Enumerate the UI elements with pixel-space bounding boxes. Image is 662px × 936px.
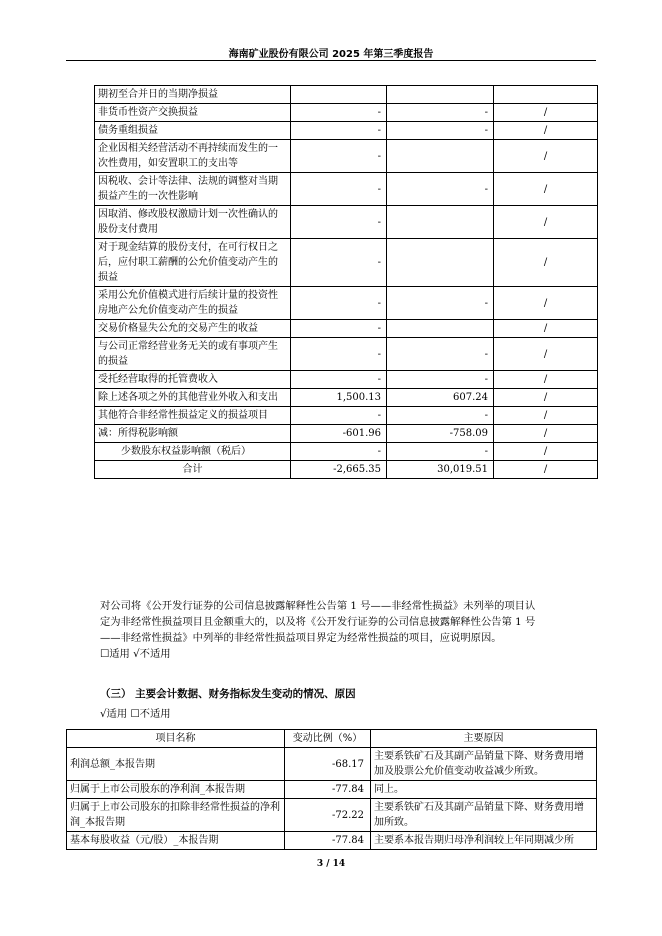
row-note: / xyxy=(494,287,598,320)
row-main-reason: 主要系本报告期归母净利润较上年同期减少所 xyxy=(371,832,597,850)
table-row xyxy=(95,338,598,371)
table-row xyxy=(67,748,597,781)
row-value-ytd xyxy=(387,86,494,104)
row-item-name: 非货币性资产交换损益 xyxy=(95,104,291,122)
row-note: / xyxy=(494,389,598,407)
table-row xyxy=(95,461,598,479)
paragraph-line: ——非经常性损益》中列举的非经常性损益项目界定为经常性损益的项目，应说明原因。 xyxy=(100,632,502,644)
table-row xyxy=(95,389,598,407)
row-item-name: 交易价格显失公允的交易产生的收益 xyxy=(95,320,291,338)
row-value-ytd xyxy=(387,320,494,338)
table-row xyxy=(95,104,598,122)
row-item-name: 合计 xyxy=(95,461,291,479)
row-note: / xyxy=(494,371,598,389)
key-indicator-changes-table xyxy=(66,729,597,850)
row-item-name: 少数股东权益影响额（税后） xyxy=(95,443,291,461)
row-value-ytd: - xyxy=(387,338,494,371)
row-item-name: 除上述各项之外的其他营业外收入和支出 xyxy=(95,389,291,407)
row-change-ratio: -72.22 xyxy=(285,799,371,832)
row-note: / xyxy=(494,104,598,122)
row-note xyxy=(494,86,598,104)
row-value-current: - xyxy=(291,239,387,287)
table-row xyxy=(95,206,598,239)
row-value-current: - xyxy=(291,122,387,140)
row-main-reason: 同上。 xyxy=(371,781,597,799)
row-note: / xyxy=(494,320,598,338)
row-value-ytd xyxy=(387,239,494,287)
row-value-ytd: - xyxy=(387,407,494,425)
page-number: 3 / 14 xyxy=(316,859,346,869)
row-note: / xyxy=(494,239,598,287)
row-item-name: 与公司正常经营业务无关的或有事项产生的损益 xyxy=(95,338,291,371)
row-value-current: - xyxy=(291,287,387,320)
row-note: / xyxy=(494,461,598,479)
table-row xyxy=(95,425,598,443)
row-item-name: 受托经营取得的托管费收入 xyxy=(95,371,291,389)
row-item-name: 基本每股收益（元/股）_本报告期 xyxy=(67,832,285,850)
row-item-name: 减：所得税影响额 xyxy=(95,425,291,443)
table-row xyxy=(67,799,597,832)
row-value-current: - xyxy=(291,173,387,206)
row-note: / xyxy=(494,140,598,173)
paragraph-line: 定为非经常性损益项目且金额重大的，以及将《公开发行证券的公司信息披露解释性公告第 1 号 xyxy=(100,616,536,628)
table-row xyxy=(95,173,598,206)
row-item-name: 对于现金结算的股份支付，在可行权日之后，应付职工薪酬的公允价值变动产生的损益 xyxy=(95,239,291,287)
row-note: / xyxy=(494,206,598,239)
row-value-current: - xyxy=(291,371,387,389)
row-item-name: 期初至合并日的当期净损益 xyxy=(95,86,291,104)
row-value-ytd: 607.24 xyxy=(387,389,494,407)
row-value-current: - xyxy=(291,443,387,461)
row-value-ytd: - xyxy=(387,287,494,320)
row-value-current: - xyxy=(291,338,387,371)
report-header: 海南矿业股份有限公司 2025 年第三季度报告 xyxy=(228,49,434,60)
table-row xyxy=(67,781,597,799)
applicability-check: √适用 ☐不适用 xyxy=(100,708,171,720)
table-row xyxy=(95,287,598,320)
row-value-ytd: - xyxy=(387,173,494,206)
header-item-name: 项目名称 xyxy=(67,730,285,748)
row-value-ytd xyxy=(387,206,494,239)
table-header-row xyxy=(67,730,597,748)
header-change-ratio: 变动比例（%） xyxy=(285,730,371,748)
row-change-ratio: -77.84 xyxy=(285,832,371,850)
table-row xyxy=(95,140,598,173)
row-value-ytd: - xyxy=(387,104,494,122)
table-row xyxy=(95,122,598,140)
row-value-ytd: - xyxy=(387,371,494,389)
row-main-reason: 主要系铁矿石及其副产品销量下降、财务费用增加所致。 xyxy=(371,799,597,832)
row-main-reason: 主要系铁矿石及其副产品销量下降、财务费用增加及股票公允价值变动收益减少所致。 xyxy=(371,748,597,781)
row-value-current: - xyxy=(291,140,387,173)
paragraph-line: 对公司将《公开发行证券的公司信息披露解释性公告第 1 号——非经常性损益》未列举的项目认 xyxy=(100,600,536,612)
row-item-name: 因税收、会计等法律、法规的调整对当期损益产生的一次性影响 xyxy=(95,173,291,206)
row-note: / xyxy=(494,122,598,140)
row-value-current: - xyxy=(291,206,387,239)
table-row xyxy=(95,320,598,338)
row-item-name: 债务重组损益 xyxy=(95,122,291,140)
row-item-name: 采用公允价值模式进行后续计量的投资性房地产公允价值变动产生的损益 xyxy=(95,287,291,320)
row-note: / xyxy=(494,425,598,443)
row-note: / xyxy=(494,443,598,461)
row-value-current: -601.96 xyxy=(291,425,387,443)
row-value-current xyxy=(291,86,387,104)
row-note: / xyxy=(494,407,598,425)
section-title: （三） 主要会计数据、财务指标发生变动的情况、原因 xyxy=(100,688,356,700)
row-change-ratio: -68.17 xyxy=(285,748,371,781)
row-item-name: 归属于上市公司股东的净利润_本报告期 xyxy=(67,781,285,799)
row-item-name: 利润总额_本报告期 xyxy=(67,748,285,781)
row-value-ytd: 30,019.51 xyxy=(387,461,494,479)
table-row xyxy=(95,407,598,425)
row-value-current: - xyxy=(291,320,387,338)
non-recurring-gains-table xyxy=(94,85,598,479)
row-value-current: - xyxy=(291,407,387,425)
table-row xyxy=(95,443,598,461)
explanation-paragraph xyxy=(100,598,600,662)
row-value-current: 1,500.13 xyxy=(291,389,387,407)
row-value-ytd xyxy=(387,140,494,173)
row-note: / xyxy=(494,338,598,371)
row-item-name: 因取消、修改股权激励计划一次性确认的股份支付费用 xyxy=(95,206,291,239)
row-value-ytd: - xyxy=(387,443,494,461)
row-value-current: - xyxy=(291,104,387,122)
row-note: / xyxy=(494,173,598,206)
row-item-name: 其他符合非经常性损益定义的损益项目 xyxy=(95,407,291,425)
applicability-check: ☐适用 √不适用 xyxy=(100,648,171,660)
header-divider xyxy=(66,60,596,61)
table-row xyxy=(95,239,598,287)
row-value-current: -2,665.35 xyxy=(291,461,387,479)
table-row xyxy=(95,371,598,389)
row-change-ratio: -77.84 xyxy=(285,781,371,799)
header-main-reason: 主要原因 xyxy=(371,730,597,748)
row-item-name: 归属于上市公司股东的扣除非经常性损益的净利润_本报告期 xyxy=(67,799,285,832)
row-value-ytd: -758.09 xyxy=(387,425,494,443)
row-value-ytd: - xyxy=(387,122,494,140)
table-row xyxy=(95,86,598,104)
table-row xyxy=(67,832,597,850)
row-item-name: 企业因相关经营活动不再持续而发生的一次性费用，如安置职工的支出等 xyxy=(95,140,291,173)
